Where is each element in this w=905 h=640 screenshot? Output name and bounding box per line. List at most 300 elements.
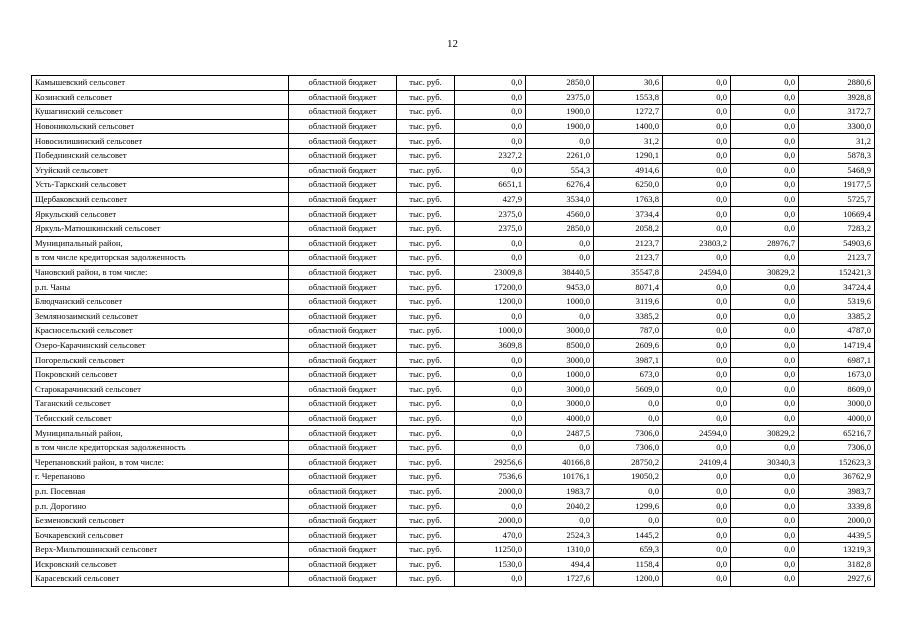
cell-value: 0,0 [663, 411, 731, 426]
cell-value: 8500,0 [526, 338, 594, 353]
cell-name: р.п. Дорогино [32, 499, 289, 514]
cell-value: 1900,0 [526, 119, 594, 134]
cell-source: областной бюджет [289, 221, 397, 236]
cell-total: 31,2 [799, 134, 875, 149]
cell-value: 0,0 [663, 221, 731, 236]
table-row [32, 76, 875, 91]
cell-source: областной бюджет [289, 324, 397, 339]
cell-name: в том числе кредиторская задолженность [32, 440, 289, 455]
cell-value: 0,0 [663, 76, 731, 91]
cell-unit: тыс. руб. [397, 265, 455, 280]
cell-total: 13219,3 [799, 543, 875, 558]
cell-source: областной бюджет [289, 207, 397, 222]
cell-unit: тыс. руб. [397, 134, 455, 149]
table-row [32, 382, 875, 397]
cell-name: Землянозаимский сельсовет [32, 309, 289, 324]
cell-value: 3734,4 [594, 207, 663, 222]
cell-value: 30829,2 [731, 265, 799, 280]
cell-value: 0,0 [663, 367, 731, 382]
cell-value: 1727,6 [526, 572, 594, 587]
cell-unit: тыс. руб. [397, 367, 455, 382]
cell-name: Старокарачинский сельсовет [32, 382, 289, 397]
cell-value: 1900,0 [526, 105, 594, 120]
cell-value: 0,0 [663, 397, 731, 412]
table-row [32, 499, 875, 514]
cell-value: 1200,0 [594, 572, 663, 587]
cell-source: областной бюджет [289, 148, 397, 163]
cell-value: 0,0 [455, 397, 526, 412]
cell-value: 6651,1 [455, 178, 526, 193]
cell-value: 0,0 [731, 557, 799, 572]
cell-value: 7306,0 [594, 426, 663, 441]
cell-value: 1000,0 [455, 324, 526, 339]
cell-value: 0,0 [663, 163, 731, 178]
cell-unit: тыс. руб. [397, 411, 455, 426]
cell-value: 31,2 [594, 134, 663, 149]
cell-value: 1445,2 [594, 528, 663, 543]
table-row [32, 528, 875, 543]
cell-value: 2375,0 [526, 90, 594, 105]
cell-name: Тебисский сельсовет [32, 411, 289, 426]
cell-value: 0,0 [526, 440, 594, 455]
cell-total: 5319,6 [799, 294, 875, 309]
table-row [32, 324, 875, 339]
cell-value: 29256,6 [455, 455, 526, 470]
cell-value: 0,0 [731, 221, 799, 236]
cell-unit: тыс. руб. [397, 105, 455, 120]
cell-value: 0,0 [455, 382, 526, 397]
cell-source: областной бюджет [289, 265, 397, 280]
table-row [32, 221, 875, 236]
cell-source: областной бюджет [289, 470, 397, 485]
cell-value: 0,0 [663, 484, 731, 499]
cell-value: 0,0 [731, 192, 799, 207]
cell-value: 2058,2 [594, 221, 663, 236]
table-row [32, 294, 875, 309]
cell-value: 0,0 [526, 134, 594, 149]
cell-unit: тыс. руб. [397, 499, 455, 514]
cell-value: 0,0 [731, 572, 799, 587]
cell-unit: тыс. руб. [397, 178, 455, 193]
cell-name: Муниципальный район, [32, 426, 289, 441]
cell-unit: тыс. руб. [397, 513, 455, 528]
cell-value: 0,0 [731, 178, 799, 193]
cell-value: 0,0 [526, 309, 594, 324]
cell-value: 0,0 [594, 513, 663, 528]
table-row [32, 543, 875, 558]
cell-value: 0,0 [731, 470, 799, 485]
budget-table [31, 75, 875, 587]
cell-value: 0,0 [663, 499, 731, 514]
cell-value: 0,0 [663, 90, 731, 105]
cell-value: 0,0 [455, 119, 526, 134]
cell-source: областной бюджет [289, 382, 397, 397]
cell-total: 6987,1 [799, 353, 875, 368]
cell-value: 3000,0 [526, 397, 594, 412]
cell-total: 1673,0 [799, 367, 875, 382]
cell-unit: тыс. руб. [397, 76, 455, 91]
cell-value: 0,0 [663, 207, 731, 222]
cell-value: 0,0 [455, 367, 526, 382]
cell-value: 2000,0 [455, 513, 526, 528]
table-row [32, 192, 875, 207]
cell-value: 2609,6 [594, 338, 663, 353]
cell-total: 5878,3 [799, 148, 875, 163]
cell-source: областной бюджет [289, 163, 397, 178]
cell-value: 0,0 [731, 163, 799, 178]
table-row [32, 557, 875, 572]
cell-source: областной бюджет [289, 353, 397, 368]
cell-value: 0,0 [455, 353, 526, 368]
cell-value: 3534,0 [526, 192, 594, 207]
cell-value: 0,0 [731, 484, 799, 499]
cell-value: 0,0 [663, 513, 731, 528]
cell-value: 659,3 [594, 543, 663, 558]
cell-value: 1290,1 [594, 148, 663, 163]
table-row [32, 338, 875, 353]
cell-value: 2850,0 [526, 76, 594, 91]
table-row [32, 367, 875, 382]
cell-value: 0,0 [731, 105, 799, 120]
cell-value: 0,0 [594, 411, 663, 426]
cell-value: 0,0 [731, 251, 799, 266]
cell-value: 7306,0 [594, 440, 663, 455]
cell-unit: тыс. руб. [397, 353, 455, 368]
cell-value: 0,0 [663, 251, 731, 266]
cell-name: Искровский сельсовет [32, 557, 289, 572]
table-row [32, 411, 875, 426]
table-row [32, 426, 875, 441]
cell-value: 3119,6 [594, 294, 663, 309]
cell-total: 3182,8 [799, 557, 875, 572]
cell-value: 30829,2 [731, 426, 799, 441]
table-row [32, 455, 875, 470]
cell-source: областной бюджет [289, 455, 397, 470]
cell-value: 2487,5 [526, 426, 594, 441]
cell-unit: тыс. руб. [397, 470, 455, 485]
cell-source: областной бюджет [289, 426, 397, 441]
cell-value: 28976,7 [731, 236, 799, 251]
cell-value: 9453,0 [526, 280, 594, 295]
cell-value: 10176,1 [526, 470, 594, 485]
cell-unit: тыс. руб. [397, 280, 455, 295]
cell-value: 2375,0 [455, 207, 526, 222]
cell-value: 0,0 [455, 236, 526, 251]
table-row [32, 134, 875, 149]
cell-value: 0,0 [663, 148, 731, 163]
cell-value: 4000,0 [526, 411, 594, 426]
cell-name: в том числе кредиторская задолженность [32, 251, 289, 266]
cell-total: 65216,7 [799, 426, 875, 441]
cell-source: областной бюджет [289, 572, 397, 587]
cell-value: 0,0 [663, 134, 731, 149]
cell-value: 0,0 [455, 572, 526, 587]
cell-value: 23009,8 [455, 265, 526, 280]
cell-total: 2000,0 [799, 513, 875, 528]
cell-name: Блюдчанский сельсовет [32, 294, 289, 309]
cell-unit: тыс. руб. [397, 572, 455, 587]
cell-value: 2123,7 [594, 251, 663, 266]
cell-name: Безменовский сельсовет [32, 513, 289, 528]
cell-source: областной бюджет [289, 528, 397, 543]
cell-name: Карасевский сельсовет [32, 572, 289, 587]
cell-value: 0,0 [731, 543, 799, 558]
table-row [32, 513, 875, 528]
table-row [32, 353, 875, 368]
cell-value: 2375,0 [455, 221, 526, 236]
cell-value: 4560,0 [526, 207, 594, 222]
cell-value: 0,0 [731, 382, 799, 397]
cell-unit: тыс. руб. [397, 221, 455, 236]
cell-total: 36762,9 [799, 470, 875, 485]
cell-value: 0,0 [663, 280, 731, 295]
cell-value: 24594,0 [663, 265, 731, 280]
cell-source: областной бюджет [289, 557, 397, 572]
cell-total: 152421,3 [799, 265, 875, 280]
cell-value: 0,0 [663, 294, 731, 309]
cell-value: 0,0 [731, 207, 799, 222]
cell-value: 24594,0 [663, 426, 731, 441]
cell-source: областной бюджет [289, 251, 397, 266]
table-row [32, 280, 875, 295]
cell-value: 0,0 [731, 76, 799, 91]
cell-total: 5468,9 [799, 163, 875, 178]
cell-source: областной бюджет [289, 484, 397, 499]
cell-value: 0,0 [663, 440, 731, 455]
cell-value: 2261,0 [526, 148, 594, 163]
cell-value: 17200,0 [455, 280, 526, 295]
cell-source: областной бюджет [289, 76, 397, 91]
cell-name: р.п. Чаны [32, 280, 289, 295]
cell-unit: тыс. руб. [397, 119, 455, 134]
cell-name: Бочкаревский сельсовет [32, 528, 289, 543]
cell-value: 1000,0 [526, 367, 594, 382]
table-row [32, 572, 875, 587]
cell-unit: тыс. руб. [397, 294, 455, 309]
table-row [32, 251, 875, 266]
cell-total: 3300,0 [799, 119, 875, 134]
cell-value: 40166,8 [526, 455, 594, 470]
cell-name: Кушагинский сельсовет [32, 105, 289, 120]
cell-value: 0,0 [731, 148, 799, 163]
cell-name: Щербаковский сельсовет [32, 192, 289, 207]
cell-name: р.п. Посевная [32, 484, 289, 499]
cell-total: 14719,4 [799, 338, 875, 353]
cell-value: 0,0 [731, 338, 799, 353]
cell-value: 1983,7 [526, 484, 594, 499]
cell-value: 0,0 [526, 251, 594, 266]
cell-total: 34724,4 [799, 280, 875, 295]
cell-value: 1200,0 [455, 294, 526, 309]
cell-value: 1763,8 [594, 192, 663, 207]
cell-total: 10669,4 [799, 207, 875, 222]
cell-value: 3987,1 [594, 353, 663, 368]
cell-unit: тыс. руб. [397, 148, 455, 163]
cell-value: 0,0 [663, 324, 731, 339]
cell-value: 0,0 [455, 426, 526, 441]
cell-unit: тыс. руб. [397, 543, 455, 558]
cell-unit: тыс. руб. [397, 397, 455, 412]
cell-unit: тыс. руб. [397, 440, 455, 455]
cell-name: Угуйский сельсовет [32, 163, 289, 178]
cell-value: 0,0 [663, 557, 731, 572]
cell-name: Победнинский сельсовет [32, 148, 289, 163]
cell-value: 0,0 [455, 163, 526, 178]
cell-value: 3609,8 [455, 338, 526, 353]
cell-source: областной бюджет [289, 440, 397, 455]
cell-value: 0,0 [455, 76, 526, 91]
cell-value: 6250,0 [594, 178, 663, 193]
cell-value: 0,0 [594, 397, 663, 412]
cell-total: 2927,6 [799, 572, 875, 587]
cell-value: 0,0 [663, 309, 731, 324]
cell-unit: тыс. руб. [397, 557, 455, 572]
cell-value: 2850,0 [526, 221, 594, 236]
cell-total: 3172,7 [799, 105, 875, 120]
cell-value: 5609,0 [594, 382, 663, 397]
cell-name: Яркуль-Матюшкинский сельсовет [32, 221, 289, 236]
cell-source: областной бюджет [289, 134, 397, 149]
cell-value: 3000,0 [526, 382, 594, 397]
cell-unit: тыс. руб. [397, 338, 455, 353]
cell-value: 3385,2 [594, 309, 663, 324]
cell-name: г. Черепаново [32, 470, 289, 485]
cell-value: 0,0 [526, 513, 594, 528]
cell-value: 0,0 [455, 134, 526, 149]
cell-total: 4787,0 [799, 324, 875, 339]
cell-value: 0,0 [731, 280, 799, 295]
cell-unit: тыс. руб. [397, 528, 455, 543]
cell-source: областной бюджет [289, 280, 397, 295]
table-row [32, 207, 875, 222]
cell-value: 38440,5 [526, 265, 594, 280]
cell-value: 8071,4 [594, 280, 663, 295]
cell-value: 0,0 [663, 528, 731, 543]
cell-value: 0,0 [663, 353, 731, 368]
cell-value: 0,0 [455, 499, 526, 514]
cell-value: 1553,8 [594, 90, 663, 105]
cell-value: 0,0 [455, 251, 526, 266]
cell-value: 3000,0 [526, 324, 594, 339]
cell-value: 35547,8 [594, 265, 663, 280]
cell-value: 0,0 [663, 543, 731, 558]
cell-value: 0,0 [731, 353, 799, 368]
cell-value: 0,0 [455, 309, 526, 324]
cell-value: 787,0 [594, 324, 663, 339]
cell-source: областной бюджет [289, 338, 397, 353]
cell-unit: тыс. руб. [397, 309, 455, 324]
cell-source: областной бюджет [289, 105, 397, 120]
table-row [32, 163, 875, 178]
cell-unit: тыс. руб. [397, 90, 455, 105]
cell-value: 0,0 [731, 324, 799, 339]
cell-total: 3928,8 [799, 90, 875, 105]
cell-name: Яркульский сельсовет [32, 207, 289, 222]
cell-value: 0,0 [455, 105, 526, 120]
table-row [32, 148, 875, 163]
cell-value: 554,3 [526, 163, 594, 178]
cell-total: 19177,5 [799, 178, 875, 193]
cell-value: 0,0 [731, 309, 799, 324]
cell-value: 0,0 [663, 119, 731, 134]
cell-value: 0,0 [455, 411, 526, 426]
cell-total: 4439,5 [799, 528, 875, 543]
cell-value: 0,0 [731, 397, 799, 412]
cell-unit: тыс. руб. [397, 324, 455, 339]
cell-value: 2040,2 [526, 499, 594, 514]
cell-unit: тыс. руб. [397, 382, 455, 397]
cell-value: 0,0 [731, 294, 799, 309]
table-row [32, 309, 875, 324]
cell-value: 0,0 [731, 411, 799, 426]
cell-value: 1272,7 [594, 105, 663, 120]
cell-unit: тыс. руб. [397, 251, 455, 266]
cell-value: 0,0 [663, 178, 731, 193]
cell-value: 1299,6 [594, 499, 663, 514]
cell-name: Новосилишинский сельсовет [32, 134, 289, 149]
cell-value: 6276,4 [526, 178, 594, 193]
table-row [32, 265, 875, 280]
table-row [32, 178, 875, 193]
cell-value: 427,9 [455, 192, 526, 207]
cell-name: Камышевский сельсовет [32, 76, 289, 91]
cell-value: 0,0 [731, 440, 799, 455]
cell-name: Муниципальный район, [32, 236, 289, 251]
cell-value: 0,0 [594, 484, 663, 499]
cell-value: 7536,6 [455, 470, 526, 485]
table-row [32, 440, 875, 455]
cell-unit: тыс. руб. [397, 236, 455, 251]
cell-total: 2880,6 [799, 76, 875, 91]
table-row [32, 236, 875, 251]
cell-value: 30340,3 [731, 455, 799, 470]
cell-value: 0,0 [663, 470, 731, 485]
cell-value: 673,0 [594, 367, 663, 382]
cell-value: 4914,6 [594, 163, 663, 178]
cell-value: 1400,0 [594, 119, 663, 134]
cell-value: 0,0 [663, 192, 731, 207]
cell-value: 494,4 [526, 557, 594, 572]
cell-name: Верх-Мильтюшинский сельсовет [32, 543, 289, 558]
table-row [32, 105, 875, 120]
cell-value: 0,0 [526, 236, 594, 251]
cell-source: областной бюджет [289, 294, 397, 309]
cell-value: 0,0 [731, 367, 799, 382]
cell-unit: тыс. руб. [397, 455, 455, 470]
cell-total: 7306,0 [799, 440, 875, 455]
cell-source: областной бюджет [289, 192, 397, 207]
cell-source: областной бюджет [289, 367, 397, 382]
cell-value: 30,6 [594, 76, 663, 91]
cell-value: 28750,2 [594, 455, 663, 470]
cell-total: 3000,0 [799, 397, 875, 412]
cell-value: 11250,0 [455, 543, 526, 558]
cell-name: Озеро-Карачинский сельсовет [32, 338, 289, 353]
table-row [32, 470, 875, 485]
cell-value: 0,0 [731, 119, 799, 134]
cell-value: 2123,7 [594, 236, 663, 251]
cell-total: 8609,0 [799, 382, 875, 397]
table-row [32, 484, 875, 499]
cell-unit: тыс. руб. [397, 207, 455, 222]
cell-source: областной бюджет [289, 309, 397, 324]
cell-source: областной бюджет [289, 513, 397, 528]
cell-value: 0,0 [731, 528, 799, 543]
cell-value: 23803,2 [663, 236, 731, 251]
cell-name: Козинский сельсовет [32, 90, 289, 105]
cell-total: 7283,2 [799, 221, 875, 236]
cell-source: областной бюджет [289, 119, 397, 134]
